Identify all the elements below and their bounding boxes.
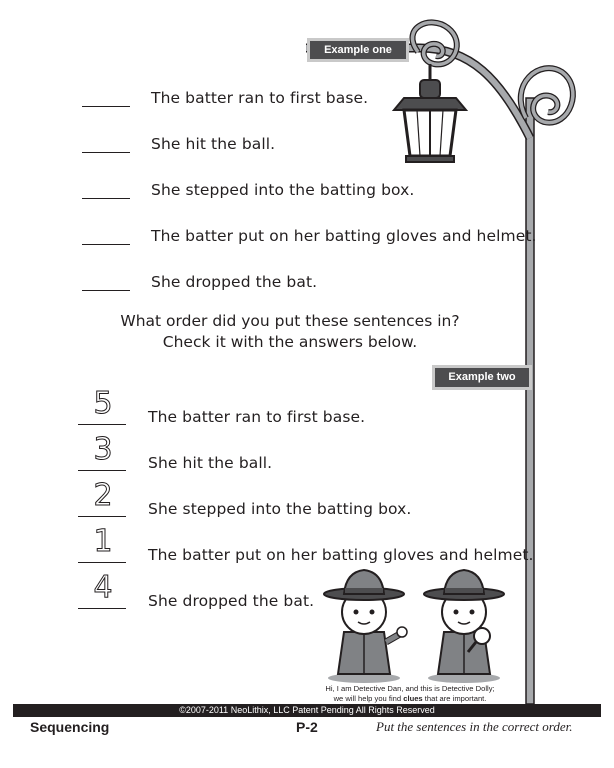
sentence: The batter ran to first base. — [148, 408, 366, 426]
answer-blank[interactable] — [82, 198, 130, 199]
page-number: P-2 — [296, 719, 318, 735]
answer-number: 3 — [93, 432, 113, 467]
sentence: The batter ran to first base. — [151, 89, 369, 107]
answer-number: 1 — [93, 524, 113, 559]
caption-line-2 — [300, 694, 520, 704]
instruction-text: Put the sentences in the correct order. — [376, 719, 573, 734]
question-line-1: What order did you put these sentences in? — [120, 312, 460, 330]
sentence: The batter put on her batting gloves and helmet. — [148, 546, 534, 564]
sentence: She dropped the bat. — [151, 273, 318, 291]
worksheet-title: Sequencing — [30, 719, 110, 735]
caption-text: we will help you find — [333, 694, 404, 703]
sentence: She hit the ball. — [148, 454, 273, 472]
detective-dan — [324, 570, 407, 674]
copyright-bar: ©2007-2011 NeoLithix, LLC Patent Pending All Rights Reserved — [13, 704, 601, 717]
answer-blank[interactable] — [82, 152, 130, 153]
sentence: She stepped into the batting box. — [148, 500, 412, 518]
example-two-label: Example two — [432, 365, 532, 390]
order-question — [110, 311, 470, 353]
answer-blank[interactable] — [82, 244, 130, 245]
caption-text: that are important. — [422, 694, 487, 703]
answer-blank[interactable] — [82, 106, 130, 107]
answer-line — [78, 470, 126, 471]
answer-line — [78, 562, 126, 563]
detective-dolly — [424, 570, 504, 674]
answer-line — [78, 516, 126, 517]
question-line-2: Check it with the answers below. — [162, 333, 418, 351]
detectives-illustration — [316, 562, 516, 684]
detectives-caption — [300, 684, 520, 704]
answer-number: 2 — [93, 478, 113, 513]
sentence: She hit the ball. — [151, 135, 276, 153]
lantern-base — [406, 156, 454, 162]
answer-number: 5 — [93, 386, 113, 421]
answer-line — [78, 608, 126, 609]
answer-line — [78, 424, 126, 425]
example-one-label: Example one — [307, 38, 409, 62]
caption-line-1: Hi, I am Detective Dan, and this is Detective Dolly; — [325, 684, 495, 693]
caption-bold-word: clues — [403, 694, 423, 703]
sentence: She dropped the bat. — [148, 592, 315, 610]
sentence: She stepped into the batting box. — [151, 181, 415, 199]
answer-number: 4 — [93, 570, 113, 605]
sentence: The batter put on her batting gloves and helmet. — [151, 227, 537, 245]
lantern-top — [394, 98, 466, 110]
lamp-pole — [526, 98, 534, 704]
answer-blank[interactable] — [82, 290, 130, 291]
